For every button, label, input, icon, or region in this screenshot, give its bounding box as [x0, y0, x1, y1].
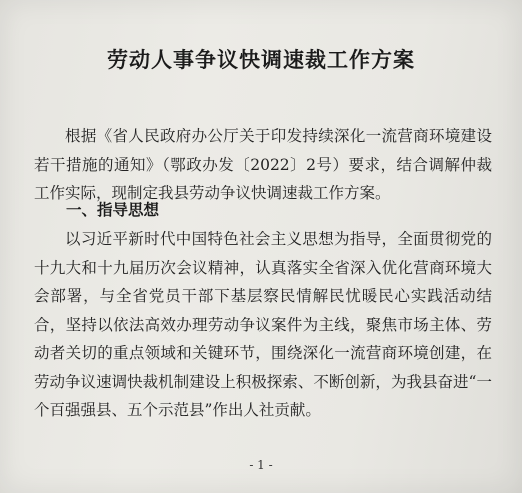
section-heading-guiding-ideology: 一、指导思想	[66, 201, 160, 219]
intro-paragraph: 根据《省人民政府办公厅关于印发持续深化一流营商环境建设若干措施的通知》（鄂政办发〔2022〕2号）要求，结合调解仲裁工作实际，现制定我县劳动争议快调速裁工作方案。	[34, 127, 492, 202]
document-title: 劳动人事争议快调速裁工作方案	[107, 47, 415, 72]
section-body-guiding-ideology: 以习近平新时代中国特色社会主义思想为指导，全面贯彻党的十九大和十九届历次会议精神，认真落实全省深入优化营商环境大会部署，与全省党员干部下基层察民情解民忧暖民心实践活动结合，坚持以依法高效办理劳动争议案件为主线，聚焦市场主体、劳动者关切的重点领域和关键环节，围绕深化一流营商环境创建，在劳动争议速调快裁机制建设上积极探索、不断创新，为我县奋进“一个百强强县、五个示范县”作出人社贡献。	[34, 230, 492, 419]
page-number: - 1 -	[249, 458, 273, 472]
